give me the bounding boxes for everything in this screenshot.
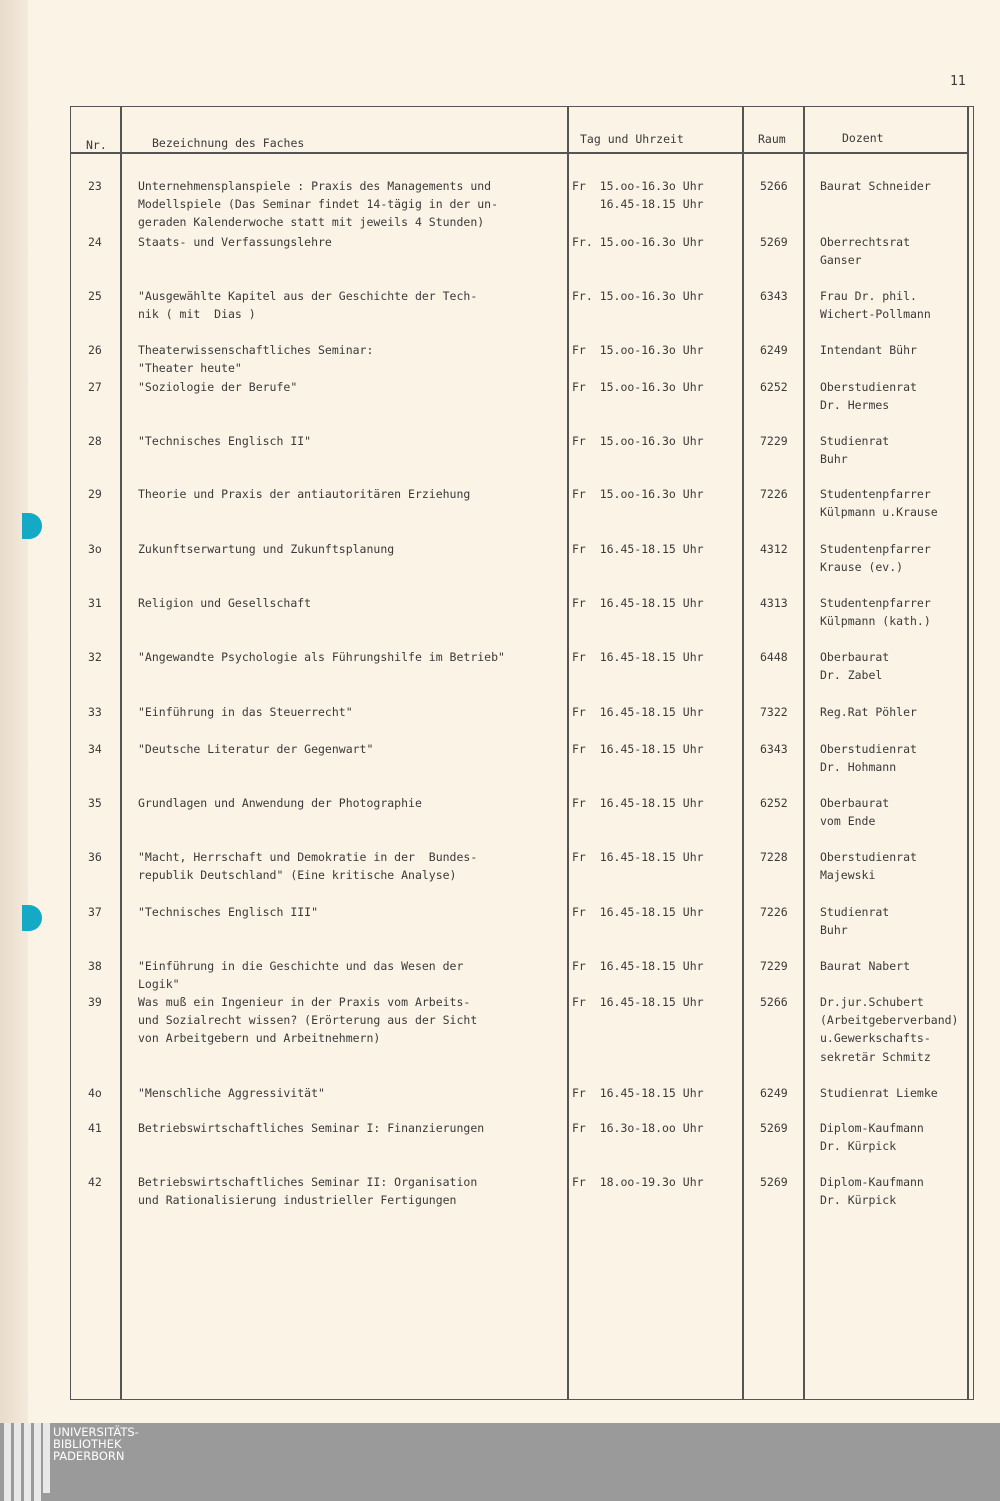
course-title: Unternehmensplanspiele : Praxis des Managements und Modellspiele (Das Seminar findet 14-tägig in der un- geraden Kalenderwoche statt mit jeweils 4 Stunden) bbox=[138, 179, 499, 230]
column-divider bbox=[120, 106, 122, 1400]
course-room: 5269 bbox=[760, 1121, 788, 1135]
course-lecturer: Studienrat Buhr bbox=[820, 905, 890, 938]
course-time: Fr 16.3o-18.oo Uhr bbox=[572, 1121, 704, 1135]
course-lecturer: Studienrat Liemke bbox=[820, 1086, 938, 1100]
course-title: "Soziologie der Berufe" bbox=[138, 380, 298, 394]
header-nr: Nr. bbox=[86, 138, 107, 152]
course-room: 7322 bbox=[760, 705, 788, 719]
course-time: Fr 16.45-18.15 Uhr bbox=[572, 995, 704, 1009]
course-time: Fr 15.oo-16.3o Uhr bbox=[572, 343, 704, 357]
row-number: 23 bbox=[88, 179, 102, 193]
course-title: "Technisches Englisch III" bbox=[138, 905, 319, 919]
row-number: 41 bbox=[88, 1121, 102, 1135]
row-number: 3o bbox=[88, 542, 102, 556]
course-lecturer: Baurat Nabert bbox=[820, 959, 911, 973]
row-number: 25 bbox=[88, 289, 102, 303]
course-time: Fr 16.45-18.15 Uhr bbox=[572, 542, 704, 556]
course-lecturer: Intendant Bühr bbox=[820, 343, 917, 357]
course-time: Fr. 15.oo-16.3o Uhr bbox=[572, 289, 704, 303]
course-lecturer: Studentenpfarrer Külpmann (kath.) bbox=[820, 596, 931, 629]
page-fold bbox=[0, 0, 28, 1425]
header-lecturer: Dozent bbox=[842, 131, 884, 145]
course-room: 5266 bbox=[760, 995, 788, 1009]
column-divider bbox=[567, 106, 569, 1400]
course-time: Fr 16.45-18.15 Uhr bbox=[572, 905, 704, 919]
row-number: 37 bbox=[88, 905, 102, 919]
course-lecturer: Oberbaurat Dr. Zabel bbox=[820, 650, 890, 683]
course-title: Was muß ein Ingenieur in der Praxis vom Arbeits- und Sozialrecht wissen? (Erörterung aus der Sicht von Arbeitgebern und Arbeitnehmern) bbox=[138, 995, 478, 1046]
course-title: "Einführung in die Geschichte und das Wesen der Logik" bbox=[138, 959, 464, 992]
course-time: Fr 15.oo-16.3o Uhr bbox=[572, 380, 704, 394]
row-number: 31 bbox=[88, 596, 102, 610]
logo-bar bbox=[4, 1423, 11, 1501]
row-number: 29 bbox=[88, 487, 102, 501]
course-time: Fr 16.45-18.15 Uhr bbox=[572, 796, 704, 810]
course-time: Fr 18.oo-19.3o Uhr bbox=[572, 1175, 704, 1189]
course-title: Theaterwissenschaftliches Seminar: "Theater heute" bbox=[138, 343, 374, 376]
course-lecturer: Studentenpfarrer Külpmann u.Krause bbox=[820, 487, 938, 520]
course-time: Fr 15.oo-16.3o Uhr bbox=[572, 487, 704, 501]
row-number: 27 bbox=[88, 380, 102, 394]
course-time: Fr 16.45-18.15 Uhr bbox=[572, 742, 704, 756]
course-room: 7226 bbox=[760, 487, 788, 501]
course-lecturer: Oberstudienrat Dr. Hohmann bbox=[820, 742, 917, 775]
logo-bar bbox=[14, 1423, 21, 1501]
row-number: 4o bbox=[88, 1086, 102, 1100]
row-number: 32 bbox=[88, 650, 102, 664]
footer-bar bbox=[0, 1423, 1000, 1501]
course-room: 7229 bbox=[760, 434, 788, 448]
course-time: Fr 16.45-18.15 Uhr bbox=[572, 705, 704, 719]
course-room: 5269 bbox=[760, 1175, 788, 1189]
header-room: Raum bbox=[758, 132, 786, 146]
course-time: Fr. 15.oo-16.3o Uhr bbox=[572, 235, 704, 249]
course-lecturer: Oberbaurat vom Ende bbox=[820, 796, 890, 829]
course-room: 6249 bbox=[760, 343, 788, 357]
course-time: Fr 16.45-18.15 Uhr bbox=[572, 1086, 704, 1100]
course-lecturer: Studienrat Buhr bbox=[820, 434, 890, 467]
course-time: Fr 16.45-18.15 Uhr bbox=[572, 650, 704, 664]
course-lecturer: Dr.jur.Schubert (Arbeitgeberverband) u.Gewerkschafts- sekretär Schmitz bbox=[820, 995, 959, 1064]
row-number: 34 bbox=[88, 742, 102, 756]
course-title: "Technisches Englisch II" bbox=[138, 434, 312, 448]
page-number: 11 bbox=[950, 74, 966, 89]
course-title: "Deutsche Literatur der Gegenwart" bbox=[138, 742, 374, 756]
header-time: Tag und Uhrzeit bbox=[580, 132, 684, 146]
course-title: "Ausgewählte Kapitel aus der Geschichte der Tech- nik ( mit Dias ) bbox=[138, 289, 478, 322]
row-number: 42 bbox=[88, 1175, 102, 1189]
course-lecturer: Diplom-Kaufmann Dr. Kürpick bbox=[820, 1121, 924, 1154]
course-title: Theorie und Praxis der antiautoritären Erziehung bbox=[138, 487, 471, 501]
course-lecturer: Oberstudienrat Dr. Hermes bbox=[820, 380, 917, 413]
course-room: 7228 bbox=[760, 850, 788, 864]
course-title: "Menschliche Aggressivität" bbox=[138, 1086, 325, 1100]
course-room: 6249 bbox=[760, 1086, 788, 1100]
course-room: 5269 bbox=[760, 235, 788, 249]
header-divider bbox=[70, 152, 968, 154]
course-room: 6252 bbox=[760, 796, 788, 810]
course-time: Fr 16.45-18.15 Uhr bbox=[572, 959, 704, 973]
course-room: 6343 bbox=[760, 742, 788, 756]
course-room: 6252 bbox=[760, 380, 788, 394]
column-divider bbox=[803, 106, 805, 1400]
course-room: 7229 bbox=[760, 959, 788, 973]
column-divider bbox=[967, 106, 969, 1400]
course-room: 6343 bbox=[760, 289, 788, 303]
course-title: Grundlagen und Anwendung der Photographie bbox=[138, 796, 422, 810]
course-lecturer: Oberrechtsrat Ganser bbox=[820, 235, 911, 268]
course-time: Fr 16.45-18.15 Uhr bbox=[572, 596, 704, 610]
course-room: 5266 bbox=[760, 179, 788, 193]
course-title: "Angewandte Psychologie als Führungshilfe im Betrieb" bbox=[138, 650, 505, 664]
course-lecturer: Reg.Rat Pöhler bbox=[820, 705, 917, 719]
course-room: 4312 bbox=[760, 542, 788, 556]
course-title: Staats- und Verfassungslehre bbox=[138, 235, 332, 249]
row-number: 39 bbox=[88, 995, 102, 1009]
course-title: "Einführung in das Steuerrecht" bbox=[138, 705, 353, 719]
course-title: Religion und Gesellschaft bbox=[138, 596, 312, 610]
library-logo-text: UNIVERSITÄTS- BIBLIOTHEK PADERBORN bbox=[53, 1425, 139, 1463]
course-time: Fr 15.oo-16.3o Uhr bbox=[572, 434, 704, 448]
logo-bar bbox=[34, 1423, 41, 1501]
course-lecturer: Frau Dr. phil. Wichert-Pollmann bbox=[820, 289, 931, 322]
course-time: Fr 16.45-18.15 Uhr bbox=[572, 850, 704, 864]
row-number: 26 bbox=[88, 343, 102, 357]
logo-bar bbox=[43, 1423, 50, 1493]
course-time: Fr 15.oo-16.3o Uhr 16.45-18.15 Uhr bbox=[572, 179, 704, 212]
course-room: 7226 bbox=[760, 905, 788, 919]
logo-bar bbox=[24, 1423, 31, 1501]
course-title: Betriebswirtschaftliches Seminar I: Finanzierungen bbox=[138, 1121, 485, 1135]
row-number: 33 bbox=[88, 705, 102, 719]
row-number: 36 bbox=[88, 850, 102, 864]
row-number: 28 bbox=[88, 434, 102, 448]
course-lecturer: Diplom-Kaufmann Dr. Kürpick bbox=[820, 1175, 924, 1208]
row-number: 35 bbox=[88, 796, 102, 810]
course-lecturer: Oberstudienrat Majewski bbox=[820, 850, 917, 883]
row-number: 38 bbox=[88, 959, 102, 973]
course-room: 6448 bbox=[760, 650, 788, 664]
column-divider bbox=[742, 106, 744, 1400]
course-lecturer: Studentenpfarrer Krause (ev.) bbox=[820, 542, 931, 575]
row-number: 24 bbox=[88, 235, 102, 249]
header-subject: Bezeichnung des Faches bbox=[152, 136, 305, 150]
course-lecturer: Baurat Schneider bbox=[820, 179, 931, 193]
course-room: 4313 bbox=[760, 596, 788, 610]
course-title: "Macht, Herrschaft und Demokratie in der Bundes- republik Deutschland" (Eine kritische Analyse) bbox=[138, 850, 478, 883]
course-title: Zukunftserwartung und Zukunftsplanung bbox=[138, 542, 395, 556]
course-title: Betriebswirtschaftliches Seminar II: Organisation und Rationalisierung industrieller Fertigungen bbox=[138, 1175, 478, 1208]
